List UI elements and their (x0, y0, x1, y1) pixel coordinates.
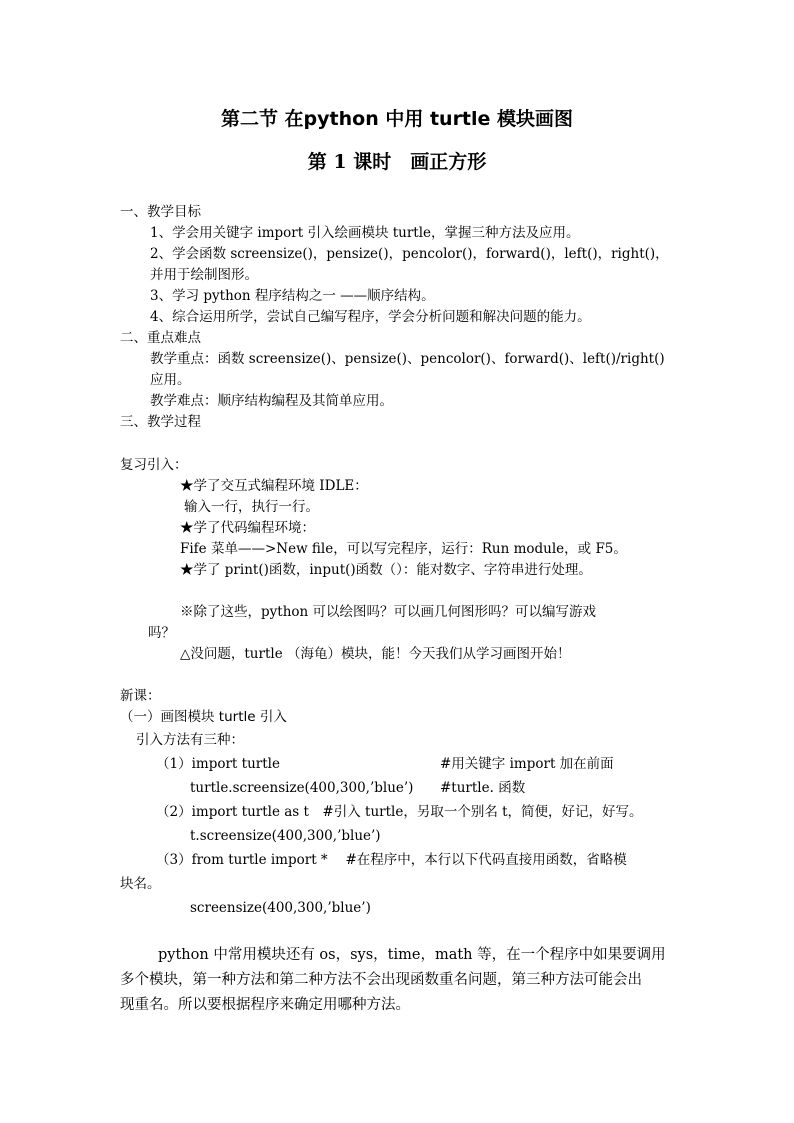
method-1-code: turtle.screensize(400,300,’blue’) (190, 780, 414, 796)
method-3-code: screensize(400,300,’blue’) (190, 900, 371, 916)
method-3-cont: 块名。 (120, 876, 161, 892)
method-1-code-comment: #turtle. 函数 (440, 780, 526, 796)
objective-item-1: 1、学会用关键字 import 引入绘画模块 turtle，掌握三种方法及应用。 (150, 225, 580, 241)
closing-paragraph-line-2: 多个模块，第一种方法和第二种方法不会出现函数重名问题，第三种方法可能会出 (120, 972, 642, 988)
method-1-comment: #用关键字 import 加在前面 (440, 756, 614, 772)
review-item-1: ★学了交互式编程环境 IDLE： (180, 478, 368, 494)
method-3: （3）from turtle import * #在程序中，本行以下代码直接用函数，省略模 (156, 852, 627, 868)
method-1: （1）import turtle (156, 756, 280, 772)
objective-item-2-cont: 并用于绘制图形。 (150, 267, 258, 283)
review-item-3: ★学了代码编程环境： (180, 520, 315, 536)
new-lesson-subheading: （一）画图模块 turtle 引入 (120, 709, 287, 725)
review-item-2: 输入一行，执行一行。 (184, 499, 319, 515)
section-heading-objectives: 一、教学目标 (120, 204, 201, 220)
lesson-subtitle: 第 1 课时 画正方形 (307, 151, 487, 173)
method-2-code: t.screensize(400,300,’blue’) (190, 828, 381, 844)
method-2: （2）import turtle as t #引入 turtle，另取一个别名 t，简便，好记，好写。 (156, 804, 643, 820)
new-lesson-heading: 新课： (120, 688, 161, 704)
review-answer: △没问题，turtle （海龟）模块，能！今天我们从学习画图开始！ (180, 646, 571, 662)
objective-item-4: 4、综合运用所学，尝试自己编写程序，学会分析问题和解决问题的能力。 (150, 309, 591, 325)
review-question-cont: 吗？ (148, 625, 175, 641)
section-heading-process: 三、教学过程 (120, 414, 201, 430)
key-point-difficulty: 教学难点：顺序结构编程及其简单应用。 (150, 393, 393, 409)
key-point-focus-cont: 应用。 (150, 372, 191, 388)
closing-paragraph-line-1: python 中常用模块还有 os，sys，time，math 等，在一个程序中如果要调用 (158, 947, 666, 963)
review-item-4: Fife 菜单——>New file，可以写完程序，运行：Run module，或 F5。 (180, 541, 627, 557)
review-question: ※除了这些，python 可以绘图吗？可以画几何图形吗？可以编写游戏 (180, 604, 597, 620)
objective-item-3: 3、学习 python 程序结构之一 ——顺序结构。 (150, 288, 435, 304)
closing-paragraph-line-3: 现重名。所以要根据程序来确定用哪种方法。 (120, 997, 410, 1013)
section-heading-key-points: 二、重点难点 (120, 330, 201, 346)
review-heading: 复习引入： (120, 457, 188, 473)
review-item-5: ★学了 print()函数，input()函数（）：能对数字、字符串进行处理。 (180, 562, 592, 578)
objective-item-2: 2、学会函数 screensize()，pensize()，pencolor()，forward()，left()，right()， (150, 246, 669, 262)
page-title: 第二节 在python 中用 turtle 模块画图 (220, 108, 574, 130)
key-point-focus: 教学重点：函数 screensize()、pensize()、pencolor()、forward()、left()/right() (150, 351, 665, 367)
import-methods-intro: 引入方法有三种： (136, 732, 244, 748)
